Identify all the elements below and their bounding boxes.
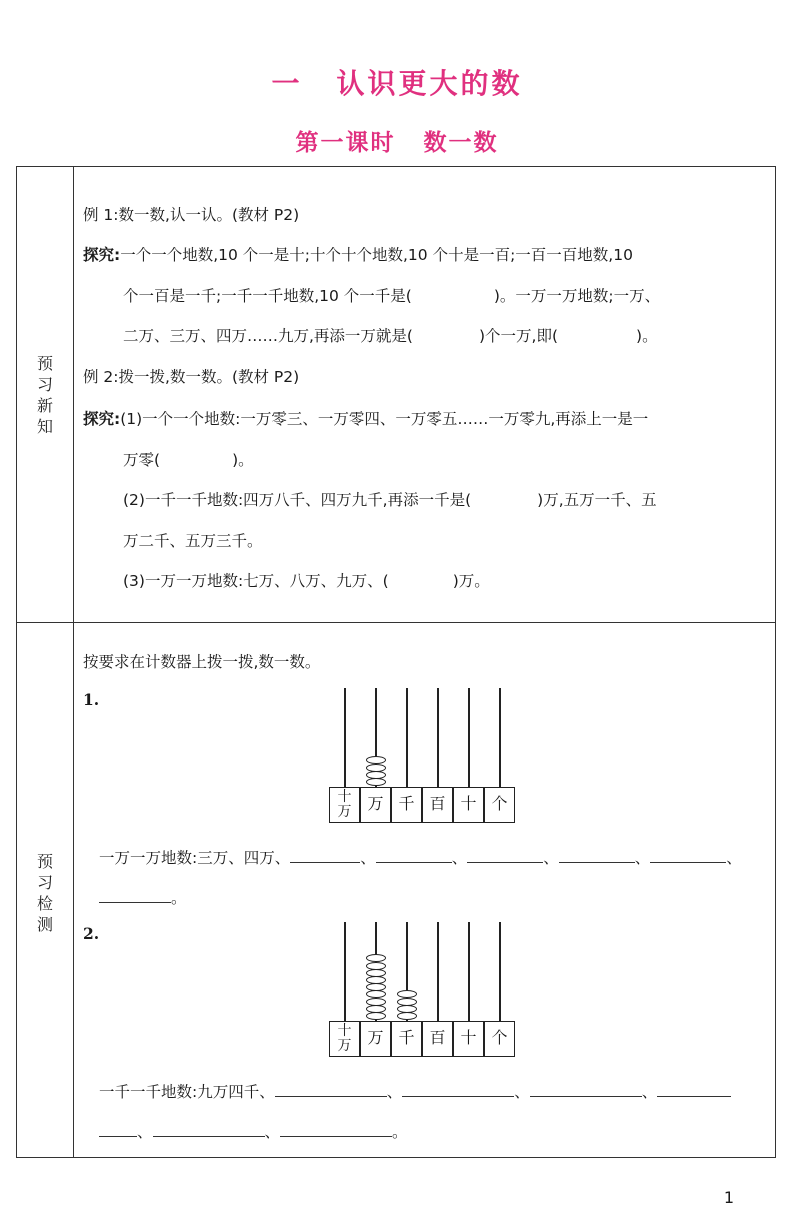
abacus-bead [366, 764, 386, 772]
q1-line1 [99, 846, 742, 868]
example1-line3 [123, 324, 658, 346]
answer-line[interactable] [530, 1082, 642, 1097]
abacus-place-label: 个 [484, 1021, 515, 1057]
abacus-bead [366, 954, 386, 962]
answer-line[interactable] [153, 1122, 265, 1137]
label-char: 测 [36, 915, 53, 934]
q1-line2 [99, 886, 187, 908]
abacus-rod [437, 922, 439, 1021]
abacus-place-label: 万 [360, 1021, 391, 1057]
abacus-place-label: 十 万 [329, 1021, 360, 1057]
abacus-q2 [329, 922, 529, 1057]
example2-title: 例 2:拨一拨,数一数。(教材 P2) [83, 368, 300, 386]
example1-text: 一个一个地数,10 个一是十;十个十个地数,10 个十是一百;一百一百地数,10 [120, 246, 633, 264]
abacus-bead [366, 969, 386, 977]
end-mark: 。 [392, 1123, 408, 1141]
page-number: 1 [723, 1188, 734, 1207]
chapter-name: 认识更大的数 [336, 67, 523, 100]
answer-line[interactable] [467, 848, 543, 863]
answer-line[interactable] [402, 1082, 514, 1097]
answer-line[interactable] [99, 1122, 137, 1137]
abacus-place-label: 千 [391, 1021, 422, 1057]
lesson-name: 数一数 [423, 130, 499, 156]
abacus-rod [468, 922, 470, 1021]
abacus-place-label: 百 [422, 1021, 453, 1057]
abacus-rod [499, 922, 501, 1021]
q2-text: 一千一千地数:九万四千、 [99, 1083, 275, 1101]
sep: 、 [726, 849, 742, 867]
abacus-rod [499, 688, 501, 787]
abacus-rod [344, 688, 346, 787]
end-mark: 。 [171, 889, 187, 907]
abacus-place-label: 百 [422, 787, 453, 823]
example2-text: (2)一千一千地数:四万八千、四万九千,再添一千是( [123, 491, 472, 509]
example1-text: 二万、三万、四万……九万,再添一万就是( [123, 327, 413, 345]
abacus-place-label: 千 [391, 787, 422, 823]
example1-text: )个一万,即( [478, 327, 559, 345]
abacus-bead [366, 990, 386, 998]
section-label-preview [17, 353, 73, 437]
abacus-q1 [329, 688, 529, 823]
sep: 、 [634, 849, 651, 867]
abacus-bead [366, 1012, 386, 1020]
abacus-bead [366, 771, 386, 779]
label-char: 习 [36, 873, 53, 892]
sep: 、 [386, 1083, 403, 1101]
label-column-divider [73, 167, 74, 1157]
example2-p2-line2: 万二千、五万三千。 [123, 532, 263, 550]
preview-content [83, 167, 767, 622]
sep: 、 [360, 849, 376, 867]
label-char: 习 [36, 375, 53, 394]
example1-text: )。一万一万地数;一万、 [493, 287, 661, 305]
explore-label: 探究: [83, 246, 121, 264]
answer-line[interactable] [376, 848, 452, 863]
explore-label: 探究: [83, 410, 121, 428]
check-instruction: 按要求在计数器上拨一拨,数一数。 [83, 653, 321, 671]
answer-line[interactable] [99, 888, 171, 903]
abacus-rod [344, 922, 346, 1021]
abacus-place-label: 十 [453, 1021, 484, 1057]
abacus-bead [397, 1012, 417, 1020]
label-char: 新 [36, 396, 53, 415]
example1-title: 例 1:数一数,认一认。(教材 P2) [83, 206, 300, 224]
answer-line[interactable] [650, 848, 726, 863]
abacus-bead [397, 1005, 417, 1013]
sep: 、 [543, 849, 559, 867]
answer-line[interactable] [275, 1082, 387, 1097]
example1-line2 [123, 284, 660, 306]
abacus-rod [468, 688, 470, 787]
abacus-rod [406, 688, 408, 787]
example2-p1-line1 [83, 407, 648, 429]
example1-text: )。 [636, 327, 658, 345]
label-char: 预 [36, 852, 53, 871]
answer-line[interactable] [280, 1122, 392, 1137]
example2-p2-line1 [123, 488, 657, 510]
sep: 、 [451, 849, 468, 867]
abacus-bead [366, 756, 386, 764]
example2-p3 [123, 569, 490, 591]
sep: 、 [641, 1083, 658, 1101]
example2-text: (1)一个一个地数:一万零三、一万零四、一万零五……一万零九,再添上一是一 [120, 410, 649, 428]
answer-line[interactable] [290, 848, 360, 863]
abacus-rod [437, 688, 439, 787]
label-char: 预 [36, 354, 53, 373]
abacus-place-label: 十 [453, 787, 484, 823]
answer-line[interactable] [657, 1082, 731, 1097]
sep: 、 [137, 1123, 153, 1141]
lesson-label: 第一课时 [295, 130, 396, 156]
chapter-title [0, 62, 794, 102]
q2-number: 2. [83, 924, 100, 943]
check-content [83, 622, 767, 1157]
abacus-bead [366, 962, 386, 970]
lesson-title [0, 124, 794, 157]
example1-line1 [83, 243, 633, 265]
q2-line1 [99, 1080, 731, 1102]
example2-text: )万。 [452, 572, 490, 590]
abacus-bead [397, 990, 417, 998]
q1-number: 1. [83, 690, 100, 709]
answer-line[interactable] [559, 848, 635, 863]
abacus-bead [397, 998, 417, 1006]
abacus-place-label: 万 [360, 787, 391, 823]
abacus-bead [366, 778, 386, 786]
example2-text: )万,五万一千、五 [537, 491, 657, 509]
example2-text: (3)一万一万地数:七万、八万、九万、( [123, 572, 389, 590]
example2-text: 万零( [123, 451, 161, 469]
section-label-check [17, 851, 73, 935]
example1-text: 个一百是一千;一千一千地数,10 个一千是( [123, 287, 412, 305]
example2-p1-line2 [123, 448, 254, 470]
q2-line2 [99, 1120, 408, 1142]
sep: 、 [264, 1123, 281, 1141]
q1-text: 一万一万地数:三万、四万、 [99, 849, 291, 867]
abacus-bead [366, 983, 386, 991]
chapter-number: 一 [271, 67, 303, 100]
example2-text: )。 [232, 451, 254, 469]
abacus-bead [366, 1005, 386, 1013]
abacus-place-label: 个 [484, 787, 515, 823]
worksheet-table [16, 166, 776, 1158]
abacus-place-label: 十 万 [329, 787, 360, 823]
abacus-bead [366, 998, 386, 1006]
label-char: 检 [36, 894, 53, 913]
sep: 、 [514, 1083, 530, 1101]
abacus-bead [366, 976, 386, 984]
label-char: 知 [36, 417, 53, 436]
